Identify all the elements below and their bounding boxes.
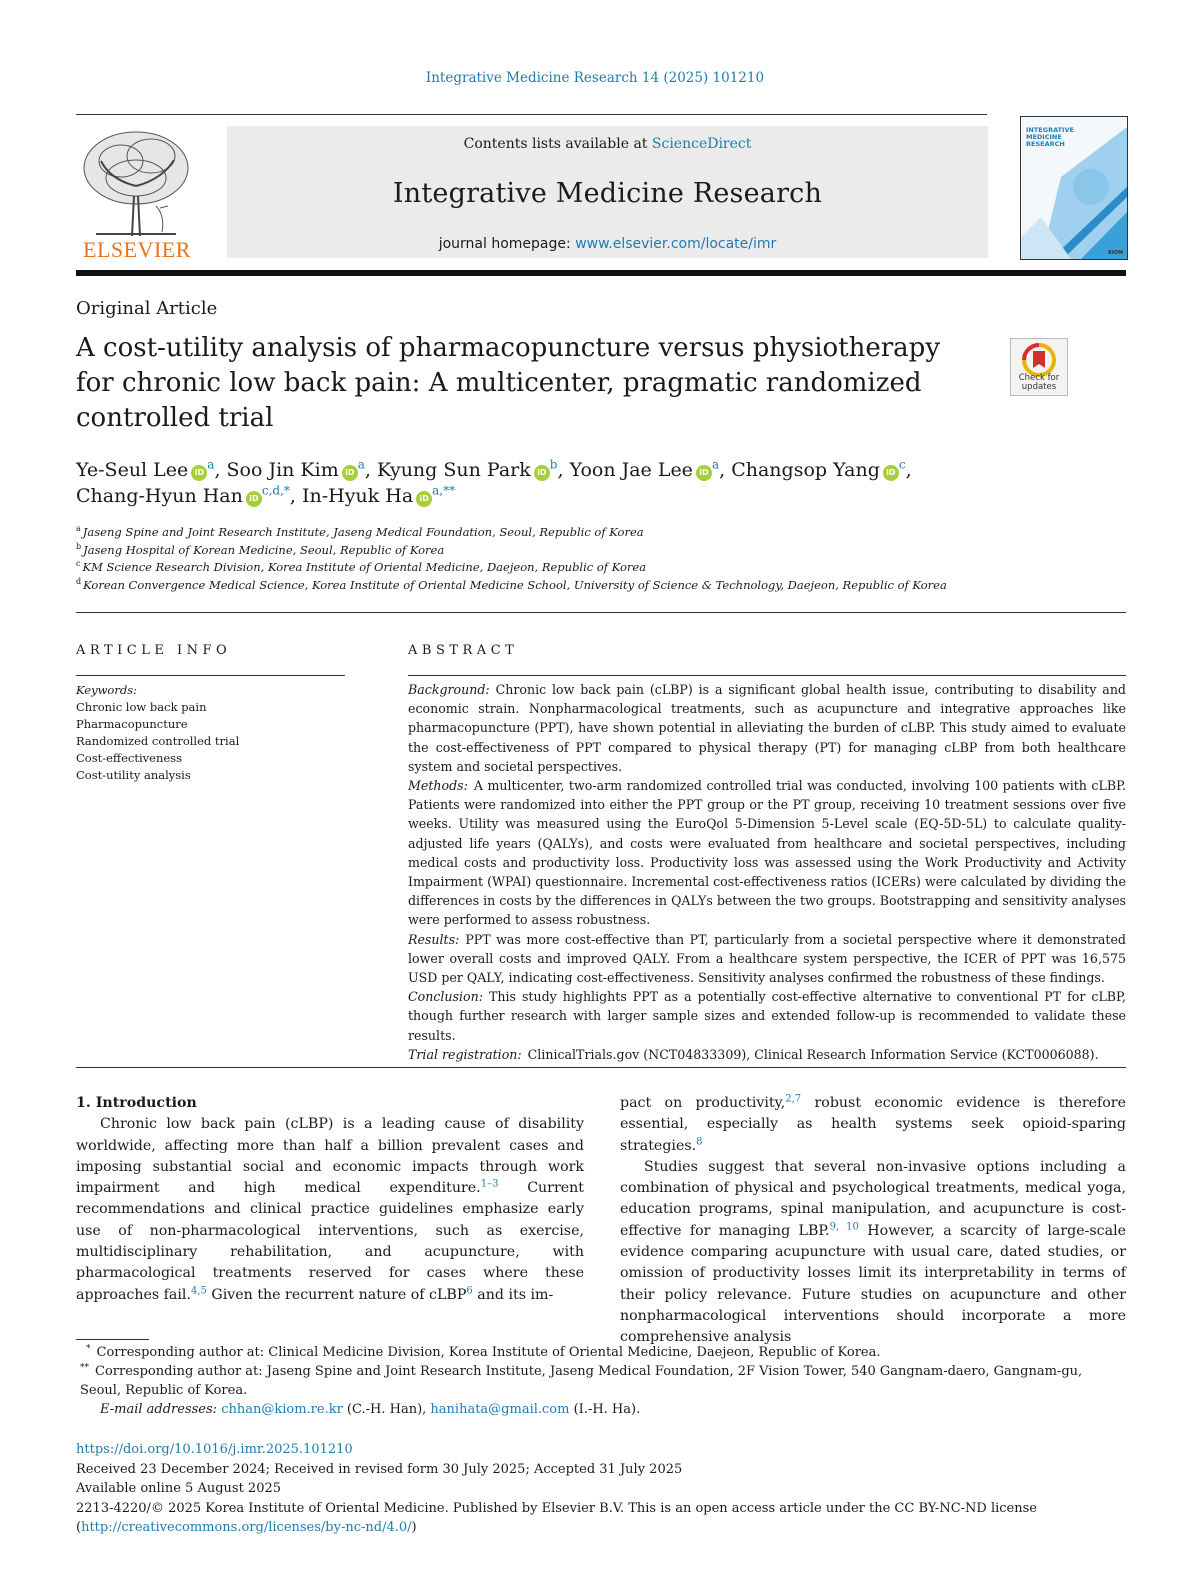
text-run: Current recommendations and clinical practice guidelines emphasize early use of non-pharmacological interventions, such as exercise, multidisciplinary rehabilitation, and acupuncture, with pharmacological treatments reserved for cases where these approaches fail.: [76, 1180, 584, 1303]
cover-badge: KIOM: [1108, 250, 1123, 256]
sciencedirect-link[interactable]: ScienceDirect: [651, 136, 752, 152]
keyword: Randomized controlled trial: [76, 734, 240, 748]
text-run: robust economic evidence is therefore essential, especially as health systems seek opioid-sparing strategies.: [620, 1095, 1126, 1154]
license-link[interactable]: http://creativecommons.org/licenses/by-nc-nd/4.0/: [81, 1520, 412, 1535]
orcid-icon[interactable]: iD: [191, 465, 207, 481]
keywords-label: Keywords:: [76, 683, 137, 697]
author-name[interactable]: Ye-Seul Lee: [76, 459, 189, 481]
keyword: Cost-utility analysis: [76, 768, 191, 782]
author-name[interactable]: Chang-Hyun Han: [76, 485, 243, 507]
body-column-right: [620, 1093, 1126, 1349]
citation-link[interactable]: 9, 10: [829, 1221, 859, 1233]
footnote-mark: **: [80, 1362, 89, 1373]
email-label: E-mail addresses:: [100, 1402, 218, 1417]
abstract-section: [408, 680, 1126, 776]
received-dates: Received 23 December 2024; Received in revised form 30 July 2025; Accepted 31 July 2025: [76, 1461, 683, 1477]
abstract-section: [408, 776, 1126, 930]
author-name[interactable]: Yoon Jae Lee: [569, 459, 693, 481]
journal-citation[interactable]: Integrative Medicine Research 14 (2025) 101210: [425, 70, 765, 86]
orcid-icon[interactable]: iD: [696, 465, 712, 481]
body-column-left: [76, 1093, 584, 1306]
affiliation-marker[interactable]: a: [207, 457, 215, 472]
email-owner: (I.-H. Ha).: [569, 1402, 641, 1417]
author-separator: ,: [289, 485, 302, 507]
affiliation-text: KM Science Research Division, Korea Institute of Oriental Medicine, Daejeon, Republic of Korea: [82, 560, 647, 574]
affiliation-list: [76, 524, 1126, 594]
journal-header-box: [227, 126, 988, 258]
contents-prefix: Contents lists available at: [463, 136, 648, 152]
section-heading: 1. Introduction: [76, 1095, 197, 1111]
email-owner: (C.-H. Han),: [342, 1402, 431, 1417]
author-name[interactable]: Soo Jin Kim: [226, 459, 339, 481]
abstract-section-text: PPT was more cost-effective than PT, particularly from a societal perspective where it demonstrated lower overall costs and improved QALY. From a healthcare system perspective, the ICER of PPT was 16,575 USD per QALY, indicating cost-effectiveness. Sensitivity analyses confirmed the robustness of these findings.: [408, 931, 1126, 986]
orcid-icon[interactable]: iD: [883, 465, 899, 481]
footnote-rule: [76, 1339, 149, 1340]
homepage-line: [227, 236, 988, 252]
contents-line: [227, 136, 988, 152]
affiliation-marker[interactable]: c: [898, 457, 906, 472]
header-thick-rule: [76, 270, 1126, 276]
affiliation-label: a: [76, 524, 81, 534]
paren-close: ): [411, 1520, 417, 1535]
abstract-section-text: Chronic low back pain (cLBP) is a significant global health issue, contributing to disability and economic strain. Nonpharmacological treatments, such as acupuncture and integrative approaches like pharmacopuncture (PPT), have shown potential in alleviating the burden of cLBP. This study aimed to evaluate the cost-effectiveness of PPT compared to physical therapy (PT) for managing cLBP from both healthcare system and societal perspectives.: [408, 682, 1126, 774]
abstract-heading: ABSTRACT: [408, 643, 519, 658]
affiliation-text: Korean Convergence Medical Science, Korea Institute of Oriental Medicine School, University of Science & Technology, Daejeon, Republic of Korea: [83, 577, 947, 592]
footnote-mark: *: [86, 1343, 91, 1354]
paren-open: (: [76, 1520, 82, 1535]
text-run: Given the recurrent nature of cLBP: [206, 1286, 467, 1303]
article-type: Original Article: [76, 298, 218, 319]
affiliation-marker[interactable]: a,**: [432, 483, 456, 498]
author-separator: ,: [364, 459, 377, 481]
text-run: Studies suggest that several non-invasive options including a combination of physical and psychological treatments, medical yoga, education programs, spinal manipulation, and acupuncture is cost-effective for managing LBP.: [620, 1158, 1126, 1239]
abstract-section-label: Results:: [408, 931, 460, 947]
paragraph: [620, 1157, 1126, 1349]
text-run: Chronic low back pain (cLBP) is a leading cause of disability worldwide, affecting more than half a billion prevalent cases and imposing substantial social and economic impacts through work impairment and high medical expenditure.: [76, 1116, 584, 1197]
text-run: pact on productivity,: [620, 1095, 786, 1111]
footnote-corresponding-1: [76, 1343, 1126, 1362]
divider: [76, 675, 345, 676]
doi-link[interactable]: https://doi.org/10.1016/j.imr.2025.101210: [76, 1442, 353, 1457]
article-title: A cost-utility analysis of pharmacopuncture versus physiotherapy for chronic low back pain: A multicenter, pragmatic randomized controlled trial: [76, 333, 941, 433]
affiliation: [76, 577, 1126, 595]
author-separator: ,: [719, 459, 732, 481]
affiliation-marker[interactable]: b: [549, 457, 558, 472]
author[interactable]: [227, 459, 377, 481]
affiliation-label: b: [76, 541, 82, 551]
keyword: Cost-effectiveness: [76, 751, 182, 765]
divider: [76, 1067, 1126, 1068]
footnote-corresponding-2: [76, 1362, 1126, 1400]
keyword: Pharmacopuncture: [76, 717, 188, 731]
article-info-heading: ARTICLE INFO: [76, 643, 232, 658]
author[interactable]: [76, 485, 302, 507]
orcid-icon[interactable]: iD: [416, 491, 432, 507]
citation-link[interactable]: 6: [466, 1284, 473, 1296]
affiliation-label: d: [76, 576, 82, 586]
author-separator: ,: [214, 459, 227, 481]
keyword: Chronic low back pain: [76, 700, 207, 714]
divider: [76, 612, 1126, 613]
abstract-section-label: Trial registration:: [408, 1046, 522, 1062]
orcid-icon[interactable]: iD: [534, 465, 550, 481]
license-text: 2213-4220/© 2025 Korea Institute of Oriental Medicine. Published by Elsevier B.V. This is an open access article under the CC BY-NC-ND license: [76, 1500, 1037, 1516]
author[interactable]: [377, 459, 570, 481]
abstract-body: [408, 680, 1126, 1064]
affiliation: [76, 559, 1126, 577]
keywords-block: [76, 682, 346, 784]
citation-link[interactable]: 4,5: [190, 1284, 207, 1296]
cover-title: INTEGRATIVE MEDICINE RESEARCH: [1026, 126, 1074, 148]
affiliation: [76, 542, 1126, 560]
abstract-section-text: This study highlights PPT as a potentially cost-effective alternative to conventional PT for cLBP, though further research with larger sample sizes and extended follow-up is recommended to validate these results.: [408, 989, 1126, 1043]
journal-cover-thumbnail[interactable]: [1020, 116, 1128, 260]
abstract-section: [408, 930, 1126, 988]
divider: [408, 675, 1126, 676]
author[interactable]: [76, 459, 227, 481]
author[interactable]: [570, 459, 732, 481]
text-run: However, a scarcity of large-scale evidence comparing acupuncture with usual care, dated studies, or omission of productivity losses limit its interpretability in terms of their policy relevance. Future studies on acupuncture and other nonpharmacological interventions should incorporate a more comprehensive analysis: [620, 1222, 1127, 1346]
author-list: [76, 457, 1126, 509]
homepage-link[interactable]: www.elsevier.com/locate/imr: [575, 236, 777, 252]
abstract-section-label: Background:: [408, 682, 490, 697]
citation-link[interactable]: 8: [696, 1135, 703, 1147]
publication-info: [76, 1440, 1126, 1538]
top-rule: [76, 114, 987, 115]
citation-link[interactable]: 2,7: [785, 1093, 802, 1105]
author[interactable]: [731, 459, 911, 481]
orcid-icon[interactable]: iD: [342, 465, 358, 481]
text-run: and its im-: [472, 1286, 554, 1303]
keyword-list: [76, 699, 346, 784]
author-separator: ,: [557, 459, 570, 481]
license-link-line: [76, 1518, 1126, 1538]
abstract-section-label: Methods:: [408, 778, 468, 794]
elsevier-wordmark: ELSEVIER: [83, 237, 191, 262]
affiliation: [76, 524, 1126, 542]
citation-link[interactable]: 1–3: [480, 1178, 499, 1190]
orcid-icon[interactable]: iD: [246, 491, 262, 507]
abstract-section-text: ClinicalTrials.gov (NCT04833309), Clinical Research Information Service (KCT0006088).: [527, 1046, 1099, 1062]
check-updates-label: Check for updates: [1018, 373, 1060, 392]
author-name[interactable]: Changsop Yang: [731, 459, 880, 481]
paragraph: [76, 1114, 584, 1306]
footnote-text: Corresponding author at: Clinical Medicine Division, Korea Institute of Oriental Medicine, Daejeon, Republic of Korea.: [96, 1345, 881, 1360]
author-name[interactable]: In-Hyuk Ha: [302, 485, 414, 507]
author[interactable]: [302, 485, 455, 507]
affiliation-marker[interactable]: c,d,*: [261, 483, 290, 498]
paragraph: [620, 1093, 1126, 1157]
abstract-section: [408, 1045, 1126, 1064]
available-online: Available online 5 August 2025: [76, 1481, 282, 1496]
affiliation-label: c: [76, 559, 81, 569]
abstract-section: [408, 987, 1126, 1045]
email-link[interactable]: hanihata@gmail.com: [430, 1402, 570, 1417]
footnotes: [76, 1343, 1126, 1419]
footnote-text: Corresponding author at: Jaseng Spine and Joint Research Institute, Jaseng Medical Foundation, 2F Vision Tower, 540 Gangnam-daero, Gangnam-gu, Seoul, Republic of Korea.: [80, 1364, 1083, 1398]
check-for-updates-button[interactable]: [1010, 338, 1068, 396]
affiliation-marker[interactable]: a: [711, 457, 720, 472]
affiliation-text: Jaseng Spine and Joint Research Institute, Jaseng Medical Foundation, Seoul, Republic of Korea: [82, 525, 644, 539]
author-separator: ,: [905, 459, 912, 481]
email-addresses: [76, 1400, 1126, 1419]
abstract-section-label: Conclusion:: [408, 989, 483, 1005]
journal-name: Integrative Medicine Research: [392, 178, 823, 209]
affiliation-text: Jaseng Hospital of Korean Medicine, Seoul, Republic of Korea: [83, 542, 445, 557]
email-link[interactable]: chhan@kiom.re.kr: [221, 1402, 343, 1417]
homepage-prefix: journal homepage:: [438, 236, 571, 252]
author-name[interactable]: Kyung Sun Park: [376, 459, 531, 481]
affiliation-marker[interactable]: a: [357, 457, 365, 472]
abstract-section-text: A multicenter, two-arm randomized controlled trial was conducted, involving 100 patients with cLBP. Patients were randomized into either the PPT group or the PT group, receiving 10 treatment sessions over five weeks. Utility was measured using the EuroQol 5-Dimension 5-Level scale (EQ-5D-5L) to calculate quality-adjusted life years (QALYs), and costs were evaluated from healthcare and societal perspectives, including medical costs and productivity loss. Productivity loss was assessed using the Work Productivity and Activity Impairment (WPAI) questionnaire. Incremental cost-effectiveness ratios (ICERs) were calculated by dividing the differences in costs by the differences in QALYs between the two groups. Bootstrapping and sensitivity analyses were performed to assess robustness.: [408, 778, 1126, 928]
